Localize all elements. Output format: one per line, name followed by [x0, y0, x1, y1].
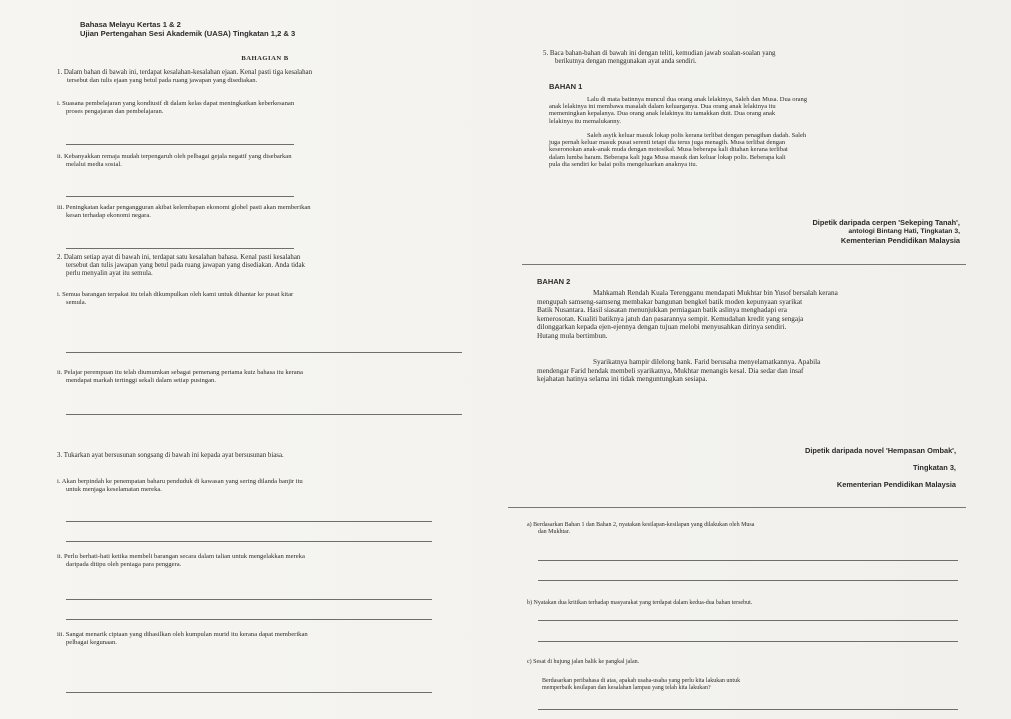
answer-line[interactable] — [66, 541, 432, 542]
q3-iii-line1: iii. Sangat menarik ciptaan yang dihasilkan oleh kumpulan murid itu kerana dapat memberikan — [57, 631, 308, 638]
q5c-line2: Berdasarkan peribahasa di atas, apakah usaha-usaha yang perlu kita lakukan untuk — [542, 678, 741, 684]
answer-line[interactable] — [66, 692, 432, 693]
answer-line[interactable] — [538, 709, 958, 710]
text-line: lelakinya itu memalukanny. — [549, 117, 621, 125]
q3-iii-line2: pelbagai kegunaan. — [66, 639, 117, 646]
answer-line[interactable] — [66, 248, 294, 249]
paper-subtitle: Ujian Pertengahan Sesi Akademik (UASA) Tingkatan 1,2 & 3 — [80, 29, 296, 38]
source-line: Kementerian Pendidikan Malaysia — [840, 236, 960, 245]
answer-line[interactable] — [66, 619, 432, 620]
answer-line[interactable] — [538, 560, 958, 561]
text-line: Saleh asyik keluar masuk lokap polis kerana terlibat dengan penagihan dadah. Saleh — [587, 132, 807, 139]
q1-iii-line2: kesan terhadap ekonomi negara. — [66, 212, 151, 219]
bahan-1-title: BAHAN 1 — [549, 82, 583, 91]
q1-ii-line2: melalui media sosial. — [66, 161, 122, 168]
q1-iii-line1: iii. Peningkatan kadar pengangguran akibat kelembapan ekonomi globel pasti akan memberikan — [57, 204, 311, 211]
q3-ii-line2: daripada ditipu oleh peniaga para penggera. — [66, 561, 182, 568]
q5-stem-line2: berikutnya dengan menggunakan ayat anda sendiri. — [555, 58, 697, 65]
answer-line[interactable] — [66, 599, 432, 600]
answer-line[interactable] — [66, 521, 432, 522]
q2-i-line1: i. Semua barangan terpakai itu telah dikumpulkan oleh kami untuk dihantar ke pusat kitar — [57, 291, 294, 298]
answer-line[interactable] — [538, 580, 958, 581]
q3-i-line1: i. Akan berpindah ke penempatan baharu penduduk di kawasan yang sering dilanda banjir itu — [57, 478, 303, 485]
q2-stem-line1: 2. Dalam setiap ayat di bawah ini, terdapat satu kesalahan bahasa. Kenal pasti kesalahan — [57, 254, 301, 261]
q5c-line1: c) Sesat di hujung jalan balik ke pangkal jalan. — [527, 659, 640, 665]
bahan-1-paragraph-1 — [549, 96, 964, 125]
q2-ii-line1: ii. Pelajar perempuan itu telah diumumkan sebagai pemenang pertama kuiz bahasa itu kerana — [57, 369, 303, 376]
answer-line[interactable] — [66, 144, 294, 145]
bahan-2-title: BAHAN 2 — [537, 277, 571, 286]
text-line: Lalu di mata batinnya muncul dua orang anak lelakinya, Saleh dan Musa. Dua orang — [587, 96, 808, 103]
text-line: dilonggarkan kepada ejen-ejennya dengan tujuan melobi menyusahkan dirinya sendiri. — [537, 323, 787, 332]
q5-stem-line1: 5. Baca bahan-bahan di bawah ini dengan teliti, kemudian jawab soalan-soalan yang — [543, 50, 776, 57]
text-line: Mahkamah Rendah Kuala Terengganu mendapati Mukhtar bin Yusof bersalah kerana — [593, 289, 838, 297]
text-line: anak lelakinya ini membawa masalah dalam keluarganya. Dua orang anak lelakinya itu — [549, 103, 776, 111]
q1-ii-line1: ii. Kebanyakkan remaja mudah terpengaruh oleh pelbagai gejala negatif yang disebarkan — [57, 153, 292, 160]
q2-i-line2: semula. — [66, 299, 87, 306]
q5c-line3: memperbaik kesilapan dan kesalahan lampau yang telah kita lakukan? — [542, 685, 711, 691]
source-line: Dipetik daripada cerpen 'Sekeping Tanah', — [812, 218, 960, 227]
q2-ii-line2: mendapat markah tertinggi sekali dalam setiap pusingan. — [66, 377, 216, 384]
bahan-2-paragraph-2 — [537, 358, 963, 384]
source-line: antologi Bintang Hati, Tingkatan 3, — [848, 228, 960, 235]
paper-title: Bahasa Melayu Kertas 1 & 2 — [80, 20, 181, 29]
text-line: mengupah samseng-samseng membakar bangunan bengkel batik moden kepunyaan syarikat — [537, 297, 803, 306]
text-line: Hutang mula bertimbun. — [537, 331, 608, 340]
answer-line[interactable] — [538, 620, 958, 621]
text-line: dalam lumba haram. Beberapa kali juga Musa masuk dan keluar lokap polis. Beberapa kali — [549, 153, 786, 161]
bahan-2-paragraph-1 — [537, 289, 963, 341]
q1-i-line2: proses pengajaran dan pembelajaran. — [66, 108, 164, 115]
q5a-line2: dan Mukhtar. — [538, 529, 570, 535]
bahan-2-box — [508, 264, 966, 508]
text-line: pula dia sendiri ke balai polis mengeluarkan anaknya itu. — [549, 160, 698, 168]
section-title: BAHAGIAN B — [241, 55, 289, 62]
bahan-1-source — [660, 218, 960, 245]
text-line: mendengar Farid hendak membeli syarikatnya, Mukhtar menangis kesal. Dia sedar dan insaf — [537, 366, 804, 375]
answer-line[interactable] — [66, 414, 462, 415]
q1-stem-line2: tersebut dan tulis ejaan yang betul pada ruang jawapan yang disediakan. — [67, 77, 258, 84]
answer-line[interactable] — [538, 641, 958, 642]
q5b-line: b) Nyatakan dua kritikan terhadap masyarakat yang terdapat dalam kedua-dua bahan tersebut. — [527, 600, 753, 606]
text-line: Batik Nusantara. Hasil siasatan menunjukkan perniagaan batik aslinya menghadapi era — [537, 306, 787, 315]
q1-stem-line1: 1. Dalam bahan di bawah ini, terdapat kesalahan-kesalahan ejaan. Kenal pasti tiga kesalahan — [57, 69, 313, 76]
source-line: Tingkatan 3, — [913, 463, 956, 472]
bahan-1-box — [522, 68, 966, 265]
q3-i-line2: untuk menjaga keselamatan mereka. — [66, 486, 162, 493]
source-line: Dipetik daripada novel 'Hempasan Ombak', — [805, 446, 956, 455]
text-line: memeningkan kepalanya. Dua orang anak lelakinya itu tamakkan duit. Dua orang anak — [549, 110, 776, 118]
q5a-line1: a) Berdasarkan Bahan 1 dan Bahan 2, nyatakan kesilapan-kesilapan yang dilakukan oleh Musa — [527, 522, 755, 528]
text-line: keseronokan anak-anak muda dengan motosikal. Musa beberapa kali ditahan kerana terlibat — [549, 146, 788, 154]
text-line: Syarikatnya hampir dilelong bank. Farid berusaha menyelamatkannya. Apabila — [593, 358, 821, 366]
text-line: kemerosotan. Kualiti batiknya jatuh dan pasarannya sempit. Kemudahan kredit yang sengaja — [537, 314, 804, 323]
text-line: kejahatan hatinya selama ini tidak menguntungkan sesiapa. — [537, 375, 708, 384]
source-line: Kementerian Pendidikan Malaysia — [836, 480, 956, 489]
answer-line[interactable] — [66, 196, 294, 197]
q2-stem-line3: perlu menyalin ayat itu semula. — [66, 270, 153, 277]
bahan-1-paragraph-2 — [549, 132, 964, 168]
text-line: juga pernah keluar masuk pusat serenti tetapi dia terus juga menagih. Musa terlibat dengan — [549, 139, 786, 147]
q3-stem: 3. Tukarkan ayat bersusunan songsang di bawah ini kepada ayat bersusunan biasa. — [57, 452, 284, 459]
q1-i-line1: i. Suasana pembelajaran yang kondiusif di dalam kelas dapat meningkatkan keberkesanan — [57, 100, 295, 107]
q2-stem-line2: tersebut dan tulis jawapan yang betul pada ruang jawapan yang disediakan. Anda tidak — [66, 262, 305, 269]
answer-line[interactable] — [66, 352, 462, 353]
q3-ii-line1: ii. Perlu berhati-hati ketika membeli barangan secara dalam talian untuk mengelakkan mereka — [57, 553, 305, 560]
bahan-2-source — [636, 442, 956, 493]
